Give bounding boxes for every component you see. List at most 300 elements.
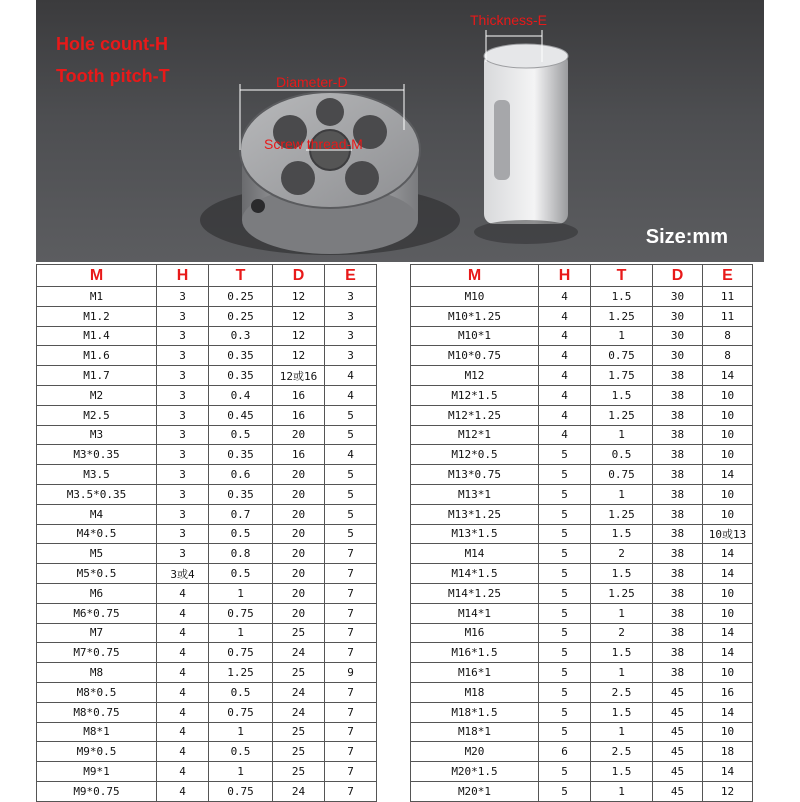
cell-hole-count-h: 5 bbox=[539, 623, 591, 643]
cell-hole-count-h: 5 bbox=[539, 484, 591, 504]
cell-thickness-e: 3 bbox=[325, 346, 377, 366]
cell-thread-m: M20*1 bbox=[411, 781, 539, 801]
cell-thread-m: M16*1 bbox=[411, 663, 539, 683]
cell-pitch-t: 1.5 bbox=[591, 287, 653, 307]
cell-thickness-e: 16 bbox=[703, 682, 753, 702]
cell-thread-m: M9*1 bbox=[37, 762, 157, 782]
cell-diameter-d: 12 bbox=[273, 287, 325, 307]
cell-pitch-t: 0.35 bbox=[209, 366, 273, 386]
cell-thickness-e: 5 bbox=[325, 504, 377, 524]
cell-diameter-d: 38 bbox=[653, 445, 703, 465]
cell-thread-m: M3*0.35 bbox=[37, 445, 157, 465]
die-set-screw-hole bbox=[251, 199, 265, 213]
cell-pitch-t: 1 bbox=[209, 583, 273, 603]
cell-thickness-e: 7 bbox=[325, 623, 377, 643]
table-row bbox=[37, 722, 377, 742]
cell-hole-count-h: 4 bbox=[157, 623, 209, 643]
table-row bbox=[411, 564, 753, 584]
cell-pitch-t: 1 bbox=[591, 326, 653, 346]
cell-pitch-t: 1.5 bbox=[591, 385, 653, 405]
cell-hole-count-h: 5 bbox=[539, 564, 591, 584]
table-row bbox=[37, 682, 377, 702]
cell-diameter-d: 12 bbox=[273, 326, 325, 346]
header-t: T bbox=[591, 265, 653, 287]
cell-diameter-d: 12 bbox=[273, 346, 325, 366]
cell-thickness-e: 8 bbox=[703, 346, 753, 366]
table-row bbox=[411, 781, 753, 801]
table-row bbox=[37, 762, 377, 782]
size-unit-label: Size:mm bbox=[645, 226, 728, 248]
cell-diameter-d: 38 bbox=[653, 564, 703, 584]
cell-thickness-e: 7 bbox=[325, 702, 377, 722]
cell-diameter-d: 38 bbox=[653, 425, 703, 445]
cell-hole-count-h: 3 bbox=[157, 326, 209, 346]
cell-pitch-t: 0.5 bbox=[209, 564, 273, 584]
cell-diameter-d: 20 bbox=[273, 425, 325, 445]
cell-diameter-d: 38 bbox=[653, 524, 703, 544]
cell-thickness-e: 14 bbox=[703, 623, 753, 643]
table-row bbox=[37, 465, 377, 485]
table-row bbox=[411, 643, 753, 663]
table-row bbox=[411, 702, 753, 722]
cell-pitch-t: 0.75 bbox=[209, 643, 273, 663]
cell-thickness-e: 9 bbox=[325, 663, 377, 683]
cell-thread-m: M4 bbox=[37, 504, 157, 524]
cell-hole-count-h: 4 bbox=[539, 366, 591, 386]
die-hole bbox=[316, 98, 344, 126]
cell-thickness-e: 14 bbox=[703, 643, 753, 663]
header-d: D bbox=[653, 265, 703, 287]
cell-thickness-e: 10 bbox=[703, 583, 753, 603]
cell-thickness-e: 10 bbox=[703, 385, 753, 405]
cell-thickness-e: 5 bbox=[325, 405, 377, 425]
cell-thickness-e: 14 bbox=[703, 366, 753, 386]
cell-hole-count-h: 3 bbox=[157, 524, 209, 544]
cell-thread-m: M3 bbox=[37, 425, 157, 445]
cell-diameter-d: 24 bbox=[273, 643, 325, 663]
cell-pitch-t: 1.25 bbox=[591, 306, 653, 326]
cell-hole-count-h: 4 bbox=[539, 385, 591, 405]
die-side-shadow bbox=[474, 220, 578, 244]
table-row bbox=[411, 366, 753, 386]
cell-thread-m: M2 bbox=[37, 385, 157, 405]
cell-thread-m: M3.5*0.35 bbox=[37, 484, 157, 504]
cell-diameter-d: 16 bbox=[273, 385, 325, 405]
cell-thread-m: M14*1 bbox=[411, 603, 539, 623]
cell-pitch-t: 1.25 bbox=[591, 504, 653, 524]
cell-thread-m: M12*1 bbox=[411, 425, 539, 445]
cell-diameter-d: 38 bbox=[653, 405, 703, 425]
table-row bbox=[411, 742, 753, 762]
cell-thread-m: M10*1 bbox=[411, 326, 539, 346]
cell-thread-m: M1.7 bbox=[37, 366, 157, 386]
cell-hole-count-h: 5 bbox=[539, 524, 591, 544]
die-hole bbox=[281, 161, 315, 195]
cell-thread-m: M9*0.75 bbox=[37, 781, 157, 801]
cell-thickness-e: 3 bbox=[325, 326, 377, 346]
cell-hole-count-h: 4 bbox=[539, 405, 591, 425]
cell-diameter-d: 25 bbox=[273, 762, 325, 782]
cell-diameter-d: 30 bbox=[653, 326, 703, 346]
cell-hole-count-h: 4 bbox=[539, 287, 591, 307]
table-row bbox=[37, 405, 377, 425]
cell-pitch-t: 0.3 bbox=[209, 326, 273, 346]
cell-thread-m: M13*1.25 bbox=[411, 504, 539, 524]
cell-hole-count-h: 5 bbox=[539, 781, 591, 801]
cell-hole-count-h: 4 bbox=[157, 663, 209, 683]
table-row bbox=[37, 781, 377, 801]
table-row bbox=[37, 603, 377, 623]
cell-thickness-e: 10 bbox=[703, 504, 753, 524]
cell-diameter-d: 38 bbox=[653, 385, 703, 405]
cell-hole-count-h: 3 bbox=[157, 346, 209, 366]
table-row bbox=[411, 504, 753, 524]
cell-diameter-d: 24 bbox=[273, 781, 325, 801]
table-row bbox=[411, 445, 753, 465]
cell-pitch-t: 1 bbox=[591, 781, 653, 801]
cell-thread-m: M1.6 bbox=[37, 346, 157, 366]
cell-pitch-t: 0.7 bbox=[209, 504, 273, 524]
header-e: E bbox=[703, 265, 753, 287]
cell-hole-count-h: 5 bbox=[539, 583, 591, 603]
cell-pitch-t: 1 bbox=[591, 663, 653, 683]
table-header-row bbox=[37, 265, 377, 287]
cell-hole-count-h: 4 bbox=[539, 425, 591, 445]
table-row bbox=[37, 742, 377, 762]
cell-thread-m: M7 bbox=[37, 623, 157, 643]
header-m: M bbox=[37, 265, 157, 287]
cell-thread-m: M14 bbox=[411, 544, 539, 564]
cell-hole-count-h: 5 bbox=[539, 722, 591, 742]
cell-thickness-e: 11 bbox=[703, 306, 753, 326]
table-row bbox=[37, 623, 377, 643]
cell-hole-count-h: 4 bbox=[539, 306, 591, 326]
cell-diameter-d: 38 bbox=[653, 465, 703, 485]
table-row bbox=[411, 465, 753, 485]
cell-pitch-t: 0.45 bbox=[209, 405, 273, 425]
cell-pitch-t: 0.5 bbox=[209, 425, 273, 445]
cell-thickness-e: 14 bbox=[703, 564, 753, 584]
cell-thickness-e: 14 bbox=[703, 544, 753, 564]
cell-hole-count-h: 5 bbox=[539, 504, 591, 524]
cell-hole-count-h: 4 bbox=[157, 682, 209, 702]
cell-hole-count-h: 3 bbox=[157, 484, 209, 504]
cell-diameter-d: 20 bbox=[273, 484, 325, 504]
cell-diameter-d: 30 bbox=[653, 346, 703, 366]
table-row bbox=[411, 484, 753, 504]
cell-pitch-t: 0.75 bbox=[591, 465, 653, 485]
header-d: D bbox=[273, 265, 325, 287]
cell-pitch-t: 1.5 bbox=[591, 524, 653, 544]
cell-thread-m: M1.4 bbox=[37, 326, 157, 346]
table-row bbox=[37, 366, 377, 386]
cell-diameter-d: 12或16 bbox=[273, 366, 325, 386]
cell-hole-count-h: 4 bbox=[157, 762, 209, 782]
cell-thread-m: M14*1.25 bbox=[411, 583, 539, 603]
cell-diameter-d: 20 bbox=[273, 603, 325, 623]
cell-pitch-t: 1 bbox=[591, 484, 653, 504]
table-row bbox=[37, 643, 377, 663]
cell-pitch-t: 1 bbox=[209, 762, 273, 782]
cell-thickness-e: 3 bbox=[325, 306, 377, 326]
table-row bbox=[411, 346, 753, 366]
cell-hole-count-h: 6 bbox=[539, 742, 591, 762]
cell-hole-count-h: 5 bbox=[539, 702, 591, 722]
table-row bbox=[37, 326, 377, 346]
table-row bbox=[37, 425, 377, 445]
spec-table-left bbox=[36, 264, 377, 802]
cell-thickness-e: 12 bbox=[703, 781, 753, 801]
cell-thickness-e: 10 bbox=[703, 722, 753, 742]
product-photo bbox=[36, 0, 764, 262]
cell-thread-m: M10*0.75 bbox=[411, 346, 539, 366]
cell-hole-count-h: 5 bbox=[539, 663, 591, 683]
cell-thread-m: M8 bbox=[37, 663, 157, 683]
cell-pitch-t: 2.5 bbox=[591, 742, 653, 762]
cell-diameter-d: 25 bbox=[273, 623, 325, 643]
cell-hole-count-h: 5 bbox=[539, 643, 591, 663]
cell-thread-m: M18*1.5 bbox=[411, 702, 539, 722]
cell-thickness-e: 7 bbox=[325, 781, 377, 801]
cell-thickness-e: 7 bbox=[325, 564, 377, 584]
cell-pitch-t: 1 bbox=[209, 722, 273, 742]
cell-diameter-d: 38 bbox=[653, 504, 703, 524]
cell-diameter-d: 38 bbox=[653, 366, 703, 386]
cell-thickness-e: 7 bbox=[325, 643, 377, 663]
table-row bbox=[37, 663, 377, 683]
cell-thread-m: M8*0.5 bbox=[37, 682, 157, 702]
cell-thread-m: M7*0.75 bbox=[37, 643, 157, 663]
cell-hole-count-h: 5 bbox=[539, 465, 591, 485]
cell-thickness-e: 7 bbox=[325, 762, 377, 782]
cell-thread-m: M12*1.25 bbox=[411, 405, 539, 425]
cell-diameter-d: 45 bbox=[653, 702, 703, 722]
cell-thread-m: M20*1.5 bbox=[411, 762, 539, 782]
cell-thickness-e: 3 bbox=[325, 287, 377, 307]
cell-thickness-e: 4 bbox=[325, 366, 377, 386]
cell-pitch-t: 0.5 bbox=[209, 682, 273, 702]
cell-pitch-t: 1.25 bbox=[591, 583, 653, 603]
cell-thickness-e: 4 bbox=[325, 385, 377, 405]
cell-hole-count-h: 5 bbox=[539, 544, 591, 564]
cell-thread-m: M6 bbox=[37, 583, 157, 603]
table-row bbox=[411, 405, 753, 425]
cell-diameter-d: 20 bbox=[273, 504, 325, 524]
cell-pitch-t: 1 bbox=[591, 722, 653, 742]
cell-diameter-d: 20 bbox=[273, 544, 325, 564]
cell-diameter-d: 38 bbox=[653, 484, 703, 504]
table-row bbox=[37, 564, 377, 584]
cell-hole-count-h: 4 bbox=[157, 722, 209, 742]
table-row bbox=[411, 603, 753, 623]
cell-hole-count-h: 5 bbox=[539, 445, 591, 465]
cell-thread-m: M9*0.5 bbox=[37, 742, 157, 762]
cell-thread-m: M5 bbox=[37, 544, 157, 564]
cell-diameter-d: 45 bbox=[653, 762, 703, 782]
cell-thread-m: M10*1.25 bbox=[411, 306, 539, 326]
cell-diameter-d: 45 bbox=[653, 722, 703, 742]
cell-pitch-t: 2 bbox=[591, 623, 653, 643]
table-row bbox=[37, 306, 377, 326]
cell-thickness-e: 14 bbox=[703, 465, 753, 485]
cell-diameter-d: 38 bbox=[653, 544, 703, 564]
table-row bbox=[37, 445, 377, 465]
cell-hole-count-h: 5 bbox=[539, 603, 591, 623]
spec-table-right-body bbox=[411, 287, 753, 802]
cell-hole-count-h: 3或4 bbox=[157, 564, 209, 584]
cell-thickness-e: 7 bbox=[325, 583, 377, 603]
table-row bbox=[37, 544, 377, 564]
cell-hole-count-h: 4 bbox=[157, 603, 209, 623]
cell-thread-m: M12*0.5 bbox=[411, 445, 539, 465]
cell-thread-m: M13*1.5 bbox=[411, 524, 539, 544]
screw-thread-label: Screw thread-M bbox=[264, 136, 363, 152]
cell-hole-count-h: 5 bbox=[539, 762, 591, 782]
cell-pitch-t: 1 bbox=[209, 623, 273, 643]
cell-thread-m: M2.5 bbox=[37, 405, 157, 425]
cell-thickness-e: 10或13 bbox=[703, 524, 753, 544]
cell-thickness-e: 10 bbox=[703, 484, 753, 504]
cell-hole-count-h: 3 bbox=[157, 366, 209, 386]
cell-pitch-t: 0.5 bbox=[591, 445, 653, 465]
cell-hole-count-h: 3 bbox=[157, 405, 209, 425]
cell-diameter-d: 24 bbox=[273, 702, 325, 722]
cell-thickness-e: 10 bbox=[703, 425, 753, 445]
cell-diameter-d: 45 bbox=[653, 742, 703, 762]
header-e: E bbox=[325, 265, 377, 287]
table-row bbox=[411, 385, 753, 405]
cell-pitch-t: 0.75 bbox=[209, 702, 273, 722]
cell-diameter-d: 45 bbox=[653, 682, 703, 702]
table-row bbox=[411, 623, 753, 643]
cell-diameter-d: 30 bbox=[653, 287, 703, 307]
cell-hole-count-h: 3 bbox=[157, 287, 209, 307]
cell-thickness-e: 11 bbox=[703, 287, 753, 307]
header-m: M bbox=[411, 265, 539, 287]
cell-diameter-d: 38 bbox=[653, 663, 703, 683]
table-header-row bbox=[411, 265, 753, 287]
cell-pitch-t: 0.75 bbox=[209, 603, 273, 623]
cell-pitch-t: 0.5 bbox=[209, 524, 273, 544]
table-row bbox=[411, 663, 753, 683]
cell-hole-count-h: 3 bbox=[157, 385, 209, 405]
cell-thickness-e: 8 bbox=[703, 326, 753, 346]
cell-pitch-t: 1.5 bbox=[591, 643, 653, 663]
cell-thickness-e: 7 bbox=[325, 544, 377, 564]
cell-thread-m: M3.5 bbox=[37, 465, 157, 485]
cell-thickness-e: 5 bbox=[325, 524, 377, 544]
table-row bbox=[411, 326, 753, 346]
header-h: H bbox=[157, 265, 209, 287]
cell-thread-m: M16 bbox=[411, 623, 539, 643]
cell-hole-count-h: 5 bbox=[539, 682, 591, 702]
die-hole bbox=[345, 161, 379, 195]
cell-thread-m: M16*1.5 bbox=[411, 643, 539, 663]
thickness-label: Thickness-E bbox=[470, 12, 548, 28]
table-row bbox=[37, 583, 377, 603]
cell-thread-m: M10 bbox=[411, 287, 539, 307]
cell-hole-count-h: 4 bbox=[539, 346, 591, 366]
table-row bbox=[411, 425, 753, 445]
cell-pitch-t: 0.35 bbox=[209, 346, 273, 366]
cell-thread-m: M8*0.75 bbox=[37, 702, 157, 722]
cell-thickness-e: 7 bbox=[325, 603, 377, 623]
cell-diameter-d: 24 bbox=[273, 682, 325, 702]
table-row bbox=[37, 385, 377, 405]
cell-thread-m: M4*0.5 bbox=[37, 524, 157, 544]
cell-pitch-t: 0.6 bbox=[209, 465, 273, 485]
cell-pitch-t: 1.25 bbox=[591, 405, 653, 425]
cell-diameter-d: 38 bbox=[653, 643, 703, 663]
cell-thread-m: M8*1 bbox=[37, 722, 157, 742]
cell-pitch-t: 1 bbox=[591, 603, 653, 623]
table-row bbox=[37, 346, 377, 366]
table-row bbox=[37, 702, 377, 722]
cell-thickness-e: 10 bbox=[703, 603, 753, 623]
cell-pitch-t: 0.75 bbox=[591, 346, 653, 366]
cell-thickness-e: 10 bbox=[703, 663, 753, 683]
cell-thickness-e: 7 bbox=[325, 722, 377, 742]
cell-hole-count-h: 4 bbox=[157, 702, 209, 722]
cell-diameter-d: 38 bbox=[653, 583, 703, 603]
cell-diameter-d: 45 bbox=[653, 781, 703, 801]
cell-diameter-d: 25 bbox=[273, 722, 325, 742]
cell-thickness-e: 5 bbox=[325, 425, 377, 445]
die-side-top bbox=[484, 44, 568, 68]
cell-hole-count-h: 3 bbox=[157, 504, 209, 524]
cell-diameter-d: 20 bbox=[273, 524, 325, 544]
cell-thickness-e: 5 bbox=[325, 484, 377, 504]
cell-hole-count-h: 4 bbox=[157, 742, 209, 762]
cell-hole-count-h: 3 bbox=[157, 544, 209, 564]
cell-thread-m: M12*1.5 bbox=[411, 385, 539, 405]
cell-thread-m: M13*1 bbox=[411, 484, 539, 504]
table-row bbox=[411, 306, 753, 326]
cell-diameter-d: 12 bbox=[273, 306, 325, 326]
tooth-pitch-label: Tooth pitch-T bbox=[56, 66, 170, 86]
cell-thickness-e: 10 bbox=[703, 445, 753, 465]
cell-hole-count-h: 4 bbox=[539, 326, 591, 346]
die-side-groove bbox=[494, 100, 510, 180]
table-row bbox=[37, 484, 377, 504]
cell-thread-m: M1.2 bbox=[37, 306, 157, 326]
cell-thread-m: M1 bbox=[37, 287, 157, 307]
cell-thickness-e: 5 bbox=[325, 465, 377, 485]
cell-thread-m: M13*0.75 bbox=[411, 465, 539, 485]
cell-hole-count-h: 3 bbox=[157, 445, 209, 465]
cell-pitch-t: 0.25 bbox=[209, 287, 273, 307]
cell-thickness-e: 14 bbox=[703, 702, 753, 722]
cell-diameter-d: 38 bbox=[653, 623, 703, 643]
cell-pitch-t: 2 bbox=[591, 544, 653, 564]
cell-pitch-t: 1.5 bbox=[591, 564, 653, 584]
cell-hole-count-h: 3 bbox=[157, 465, 209, 485]
cell-thickness-e: 7 bbox=[325, 682, 377, 702]
cell-hole-count-h: 4 bbox=[157, 781, 209, 801]
cell-pitch-t: 0.75 bbox=[209, 781, 273, 801]
cell-thread-m: M18*1 bbox=[411, 722, 539, 742]
table-row bbox=[411, 544, 753, 564]
hole-count-label: Hole count-H bbox=[56, 34, 168, 54]
cell-pitch-t: 0.25 bbox=[209, 306, 273, 326]
cell-thread-m: M6*0.75 bbox=[37, 603, 157, 623]
cell-diameter-d: 25 bbox=[273, 663, 325, 683]
cell-thread-m: M18 bbox=[411, 682, 539, 702]
table-row bbox=[411, 583, 753, 603]
cell-pitch-t: 1.75 bbox=[591, 366, 653, 386]
cell-pitch-t: 0.8 bbox=[209, 544, 273, 564]
cell-diameter-d: 20 bbox=[273, 583, 325, 603]
